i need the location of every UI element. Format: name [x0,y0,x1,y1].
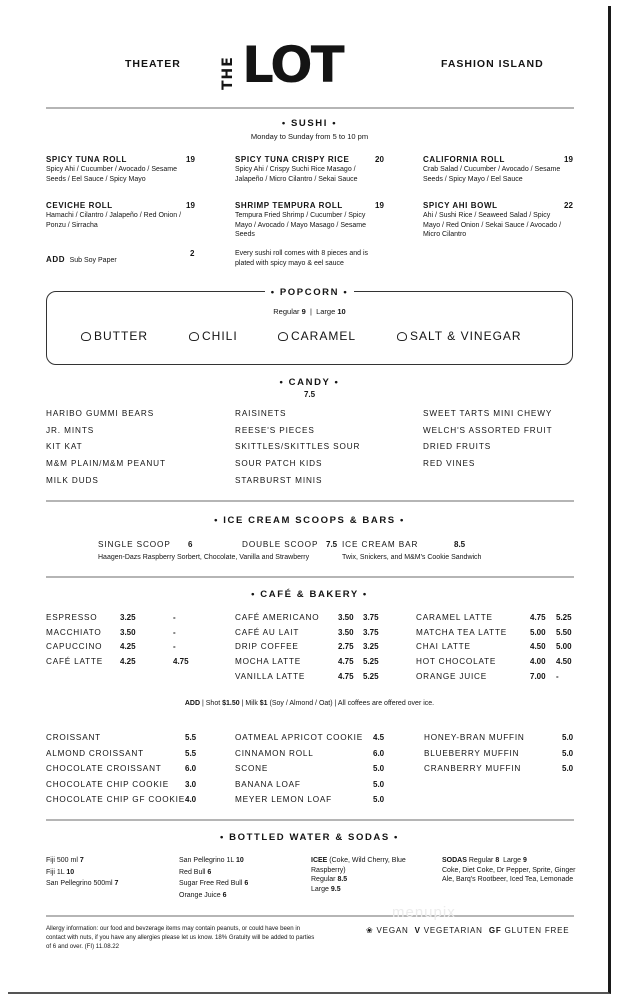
sushi-item-name: SPICY TUNA ROLL [46,155,128,164]
cafe-item-price-large: 5.25 [363,671,379,681]
candy-item: SOUR PATCH KIDS [235,459,323,469]
logo-the: THE [220,56,236,90]
bakery-item-name: CHOCOLATE CROISSANT [46,764,162,774]
single-scoop: SINGLE SCOOP [98,540,171,549]
cafe-item-price-large: 3.25 [363,642,379,652]
popcorn-caramel: CARAMEL [278,329,356,343]
cafe-item-price-regular: 4.50 [530,642,546,652]
icecream-bar-price: 8.5 [454,540,466,549]
popcorn-salt-vinegar: SALT & VINEGAR [397,329,522,343]
sushi-item-name: CEVICHE ROLL [46,201,113,210]
divider [46,107,574,109]
cafe-item-price-regular: 4.00 [530,657,546,667]
bakery-item-price: 3.0 [185,779,197,789]
cafe-item-name: MATCHA TEA LATTE [416,627,508,637]
cafe-item-name: CAFÉ AMERICANO [235,613,320,622]
cafe-item-price-regular: 4.75 [530,613,546,622]
bakery-item-price: 5.0 [562,748,574,758]
sushi-item-desc: Ahi / Sushi Rice / Seaweed Salad / Spicy Mayo / Red Onion / Sekai Sauce / Avocado / Micro Cilantro [423,212,562,238]
sushi-add-price: 2 [190,249,195,258]
water-item [46,856,84,866]
cafe-item-name: CAFÉ LATTE [46,657,103,667]
cafe-item-price-large: 3.75 [363,627,379,637]
cafe-item-price-large: 5.50 [556,627,572,637]
cafe-item-price-large: 4.75 [173,657,189,667]
water-item [179,856,244,866]
candy-item: RED VINES [423,459,476,469]
water-item-price: 7 [79,857,84,864]
water-title: • BOTTLED WATER & SODAS • [220,832,399,843]
cafe-item-price-large: 5.25 [363,657,379,667]
water-item-price: 10 [66,868,75,876]
popcorn-icon [189,332,199,341]
popcorn-icon [81,332,91,341]
candy-item: KIT KAT [46,442,83,452]
scoop-desc: Haagen-Dazs Raspberry Sorbert, Chocolate, Vanilla and Strawberry [98,554,310,561]
popcorn-chili: CHILI [189,329,238,343]
bakery-item-name: CROISSANT [46,733,101,742]
sodas-block: SODAS Regular 8 Large 9 Coke, Diet Coke, Dr Pepper, Sprite, Ginger Ale, Barq's Rootbeer, Iced Tea, Lemonade [442,857,576,883]
sushi-item-desc: Spicy Ahi / Crispy Suchi Rice Masago / Jalapeño / Micro Cilantro / Sekai Sauce [235,166,358,183]
bakery-item-name: CHOCOLATE CHIP COOKIE [46,779,169,789]
water-item-price: 10 [235,857,244,864]
bakery-item-name: MEYER LEMON LOAF [235,795,332,805]
cafe-item-price-regular: 3.50 [120,627,136,637]
popcorn-sizes: Regular 9 | Large 10 [273,307,346,316]
cafe-item-price-regular: 7.00 [530,671,546,681]
cafe-item-price-large: 5.00 [556,642,572,652]
cafe-item-price-large: - [173,642,176,652]
bakery-item-price: 4.0 [185,795,197,805]
cafe-item-name: CAPUCCINO [46,642,103,652]
candy-price: 7.5 [303,390,316,399]
icecream-bar: ICE CREAM BAR [342,540,419,549]
sushi-item-price: 19 [564,155,573,164]
bakery-item-name: CRANBERRY MUFFIN [424,764,522,774]
candy-item: REESE'S PIECES [235,425,315,435]
cafe-title: • CAFÉ & BAKERY • [251,589,368,600]
cafe-item-name: MACCHIATO [46,627,102,637]
cafe-item-price-regular: 3.50 [338,627,354,637]
divider [46,500,574,502]
bakery-item-name: HONEY-BRAN MUFFIN [424,733,525,742]
sushi-item-name: SPICY TUNA CRISPY RICE [235,155,350,164]
cafe-item-price-large: 4.50 [556,657,572,667]
popcorn-icon [278,332,288,341]
popcorn-title: • POPCORN • [8,287,611,298]
cafe-item-name: ESPRESSO [46,613,98,622]
cafe-item-price-large: - [556,671,559,681]
candy-title: • CANDY • [279,377,340,388]
bakery-item-name: SCONE [235,764,269,774]
theater-label: THEATER [125,58,181,70]
bakery-item-name: ALMOND CROISSANT [46,748,144,758]
candy-item: DRIED FRUITS [423,442,492,452]
sushi-add-label: ADD [46,255,66,264]
sushi-hours: Monday to Sunday from 5 to 10 pm [250,132,369,141]
candy-item: MILK DUDS [46,475,99,485]
cafe-item-price-regular: 4.25 [120,642,136,652]
divider [46,915,574,917]
fashion-island-label: FASHION ISLAND [441,58,544,70]
sushi-item-desc: Tempura Fried Shrimp / Cucumber / Spicy Mayo / Avocado / Mayo Masago / Sesame Seeds [235,212,366,238]
leaf-icon: ❀ [366,926,374,935]
candy-item: JR. MINTS [46,425,95,435]
bakery-item-price: 4.5 [373,733,385,742]
sushi-item-name: SHRIMP TEMPURA ROLL [235,201,343,210]
popcorn-icon [397,332,407,341]
water-item-name: Fiji 1L [46,868,65,876]
sushi-item-name: SPICY AHI BOWL [423,201,498,210]
water-item-price: 7 [114,880,119,887]
bakery-item-name: BANANA LOAF [235,779,301,789]
sushi-note: Every sushi roll comes with 8 pieces and is plated with spicy mayo & eel sauce [235,250,369,267]
allergy-info: Allergy information: our food and bevzerage items may contain peanuts, or could have been in contact with nuts, if you have any allergies please let us know. 18% Gratuity will be added to parties of 6 and over. (FI) 11.08.22 [46,925,315,950]
cafe-add-line: ADD | Shot $1.50 | Milk $1 (Soy / Almond / Oat) | All coffees are offered over ice. [184,700,435,707]
logo [220,36,390,94]
sushi-item-price: 20 [375,155,384,164]
bakery-item-name: BLUEBERRY MUFFIN [424,748,520,758]
bakery-item-price: 5.0 [373,764,385,774]
cafe-item-price-regular: 4.75 [338,657,354,667]
diet-legend: ❀ VEGAN V VEGETARIAN GF GLUTEN FREE [366,926,570,935]
sushi-item-name: CALIFORNIA ROLL [423,155,506,164]
water-item-name: Red Bull [179,868,206,876]
bakery-item-price: 5.0 [373,779,385,789]
cafe-item-name: ORANGE JUICE [416,671,488,681]
cafe-item-price-regular: 2.75 [338,642,354,652]
sushi-item-price: 19 [375,201,384,210]
menu-page [8,6,611,994]
sushi-item-price: 19 [186,155,195,164]
water-item [179,891,227,901]
water-item [179,868,211,878]
divider [46,819,574,821]
single-scoop-price: 6 [188,540,193,549]
water-item [46,879,118,889]
cafe-item-name: CARAMEL LATTE [416,613,493,622]
cafe-item-price-large: 5.25 [556,613,572,622]
sushi-item-price: 19 [186,201,195,210]
candy-item: SKITTLES/SKITTLES SOUR [235,442,361,452]
cafe-item-name: CHAI LATTE [416,642,471,652]
bakery-item-price: 5.0 [562,733,574,742]
sushi-item-price: 22 [564,201,573,210]
water-item-name: Orange Juice [179,891,221,899]
cafe-item-name: VANILLA LATTE [235,671,306,681]
candy-item: HARIBO GUMMI BEARS [46,409,155,418]
bakery-item-price: 6.0 [373,748,385,758]
cafe-item-price-regular: 3.25 [120,613,136,622]
water-item-price: 6 [222,891,227,899]
double-scoop: DOUBLE SCOOP [242,540,319,549]
bakery-item-price: 5.5 [185,748,197,758]
bakery-item-name: OATMEAL APRICOT COOKIE [235,733,364,742]
bar-desc: Twix, Snickers, and M&M's Cookie Sandwich [342,554,482,561]
sushi-item-desc: Crab Salad / Cucumber / Avocado / Sesame Seeds / Spicy Mayo / Eel Sauce [423,166,561,183]
cafe-item-name: CAFÉ AU LAIT [235,627,300,637]
bakery-item-price: 5.0 [373,795,385,805]
candy-item: M&M PLAIN/M&M PEANUT [46,459,166,469]
water-item-name: Sugar Free Red Bull [179,880,243,887]
cafe-item-price-regular: 3.50 [338,613,354,622]
sushi-add-text: Sub Soy Paper [69,257,117,264]
popcorn-butter: BUTTER [81,329,148,343]
cafe-item-name: HOT CHOCOLATE [416,657,497,667]
logo-lot: LOT [242,36,343,94]
water-item-name: San Pellegrino 500ml [46,880,113,887]
candy-item: STARBURST MINIS [235,475,323,485]
sushi-item-desc: Hamachi / Cilantro / Jalapeño / Red Onion / Ponzu / Sirracha [46,212,182,229]
cafe-item-name: MOCHA LATTE [235,657,301,667]
double-scoop-price: 7.5 [326,540,338,549]
candy-item: RAISINETS [235,409,287,418]
sushi-item-desc: Spicy Ahi / Cucumber / Avocado / Sesame Seeds / Eel Sauce / Spicy Mayo [46,166,177,183]
water-item [179,879,248,889]
cafe-item-price-regular: 4.25 [120,657,136,667]
bakery-item-name: CHOCOLATE CHIP GF COOKIE [46,795,185,805]
watermark: menupix [392,904,456,921]
bakery-item-price: 5.5 [185,733,197,742]
bakery-item-price: 5.0 [562,764,574,774]
cafe-item-price-large: - [173,613,176,622]
popcorn-box [46,291,573,365]
cafe-item-price-large: 3.75 [363,613,379,622]
cafe-item-price-large: - [173,627,176,637]
sushi-add [46,249,117,267]
cafe-item-name: DRIP COFFEE [235,642,299,652]
sushi-title: • SUSHI • [281,118,338,129]
cafe-item-price-regular: 4.75 [338,671,354,681]
bakery-item-price: 6.0 [185,764,197,774]
water-item-name: San Pellegrino 1L [179,857,235,864]
candy-item: WELCH'S ASSORTED FRUIT [423,425,553,435]
bakery-item-name: CINNAMON ROLL [235,748,314,758]
icecream-title: • ICE CREAM SCOOPS & BARS • [214,515,405,526]
water-item-price: 6 [244,880,249,887]
water-item-price: 6 [207,868,212,876]
divider [46,576,574,578]
water-item-name: Fiji 500 ml [46,857,78,864]
candy-item: SWEET TARTS MINI CHEWY [423,409,553,418]
cafe-item-price-regular: 5.00 [530,627,546,637]
icee-block: ICEE (Coke, Wild Cherry, Blue Raspberry) Regular 8.5 Large 9.5 [311,857,406,893]
water-item [46,868,74,878]
